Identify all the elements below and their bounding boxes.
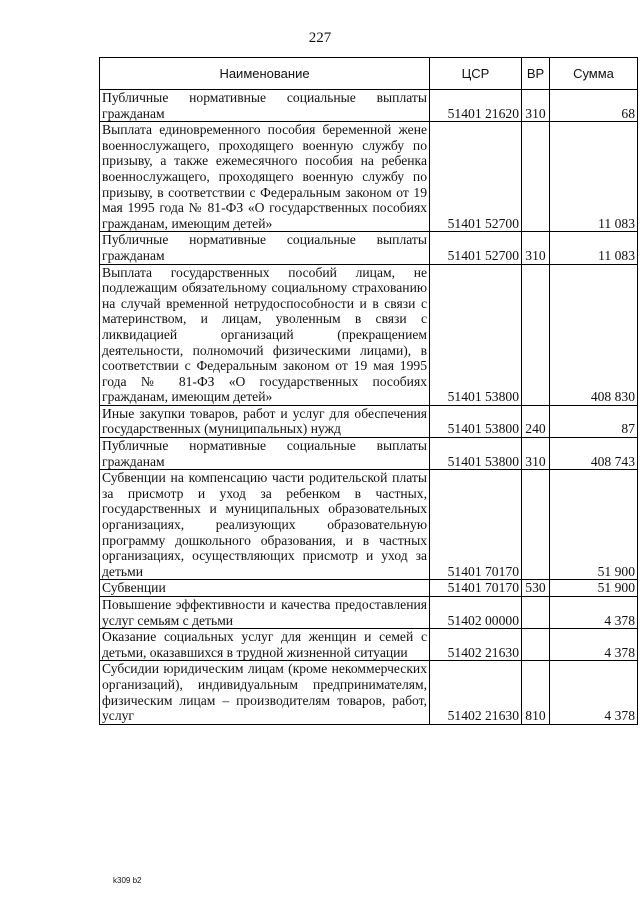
row-sum: 51 900 (550, 470, 638, 580)
table-header-row (100, 58, 638, 90)
table-row (100, 90, 638, 122)
row-sum: 4 378 (550, 661, 638, 724)
row-name: Субвенции на компенсацию части родительской платы за присмотр и уход за ребенком в частных, государственных и муниципальных образовательных организациях, реализующих образовательную программу дошкольного образования, и в частных организациях, осуществляющих присмотр и уход за детьми (100, 470, 430, 580)
row-name: Субсидии юридическим лицам (кроме некоммерческих организаций), индивидуальным предпринимателям, физическим лицам – производителям товаров, работ, услуг (100, 661, 430, 724)
row-sum: 68 (550, 90, 638, 122)
row-sum: 4 378 (550, 629, 638, 661)
header-name: Наименование (100, 58, 430, 90)
table-row (100, 405, 638, 437)
row-csr: 51402 00000 (430, 597, 522, 629)
budget-table (99, 57, 638, 725)
row-vr (522, 264, 550, 405)
row-sum: 4 378 (550, 597, 638, 629)
row-sum: 87 (550, 405, 638, 437)
table-row (100, 661, 638, 724)
header-sum: Сумма (550, 58, 638, 90)
row-csr: 51401 53800 (430, 438, 522, 470)
row-name: Выплата государственных пособий лицам, не подлежащим обязательному социальному страхованию на случай временной нетрудоспособности и в связи с материнством, и лицам, уволенным в связи с ликвидацией организаций (прекращением деятельности, полномочий физическими лицами), в соответствии с Федеральным законом от 19 мая 1995 года № 81-ФЗ «О государственных пособиях гражданам, имеющим детей» (100, 264, 430, 405)
row-vr: 530 (522, 580, 550, 597)
table-row (100, 438, 638, 470)
row-name: Иные закупки товаров, работ и услуг для обеспечения государственных (муниципальных) нужд (100, 405, 430, 437)
row-name: Выплата единовременного пособия беременной жене военнослужащего, проходящего военную службу по призыву, а также ежемесячного пособия на ребенка военнослужащего, проходящего военную службу по призыву, в соответствии с Федеральным законом от 19 мая 1995 года № 81-ФЗ «О государственных пособиях гражданам, имеющим детей» (100, 122, 430, 232)
row-csr: 51402 21630 (430, 629, 522, 661)
header-vr: ВР (522, 58, 550, 90)
row-vr: 240 (522, 405, 550, 437)
row-sum: 51 900 (550, 580, 638, 597)
row-vr (522, 629, 550, 661)
row-csr: 51401 21620 (430, 90, 522, 122)
page-number: 227 (308, 30, 332, 46)
header-csr: ЦСР (430, 58, 522, 90)
row-csr: 51401 70170 (430, 580, 522, 597)
footer-code: k309 b2 (113, 876, 142, 885)
row-vr: 310 (522, 90, 550, 122)
table-row (100, 264, 638, 405)
row-sum: 408 743 (550, 438, 638, 470)
row-vr: 310 (522, 438, 550, 470)
row-csr: 51401 53800 (430, 405, 522, 437)
table-row (100, 122, 638, 232)
row-name: Оказание социальных услуг для женщин и семей с детьми, оказавшихся в трудной жизненной ситуации (100, 629, 430, 661)
row-csr: 51401 53800 (430, 264, 522, 405)
row-csr: 51401 70170 (430, 470, 522, 580)
table-row (100, 470, 638, 580)
row-vr: 810 (522, 661, 550, 724)
row-name: Публичные нормативные социальные выплаты гражданам (100, 90, 430, 122)
row-vr (522, 597, 550, 629)
row-name: Публичные нормативные социальные выплаты гражданам (100, 438, 430, 470)
row-csr: 51402 21630 (430, 661, 522, 724)
row-sum: 11 083 (550, 232, 638, 264)
row-name: Публичные нормативные социальные выплаты гражданам (100, 232, 430, 264)
table-row (100, 232, 638, 264)
row-sum: 11 083 (550, 122, 638, 232)
row-sum: 408 830 (550, 264, 638, 405)
row-vr: 310 (522, 232, 550, 264)
row-vr (522, 470, 550, 580)
row-vr (522, 122, 550, 232)
row-name: Субвенции (100, 580, 430, 597)
row-name: Повышение эффективности и качества предоставления услуг семьям с детьми (100, 597, 430, 629)
table-row (100, 580, 638, 597)
row-csr: 51401 52700 (430, 122, 522, 232)
table-row (100, 597, 638, 629)
table-row (100, 629, 638, 661)
row-csr: 51401 52700 (430, 232, 522, 264)
